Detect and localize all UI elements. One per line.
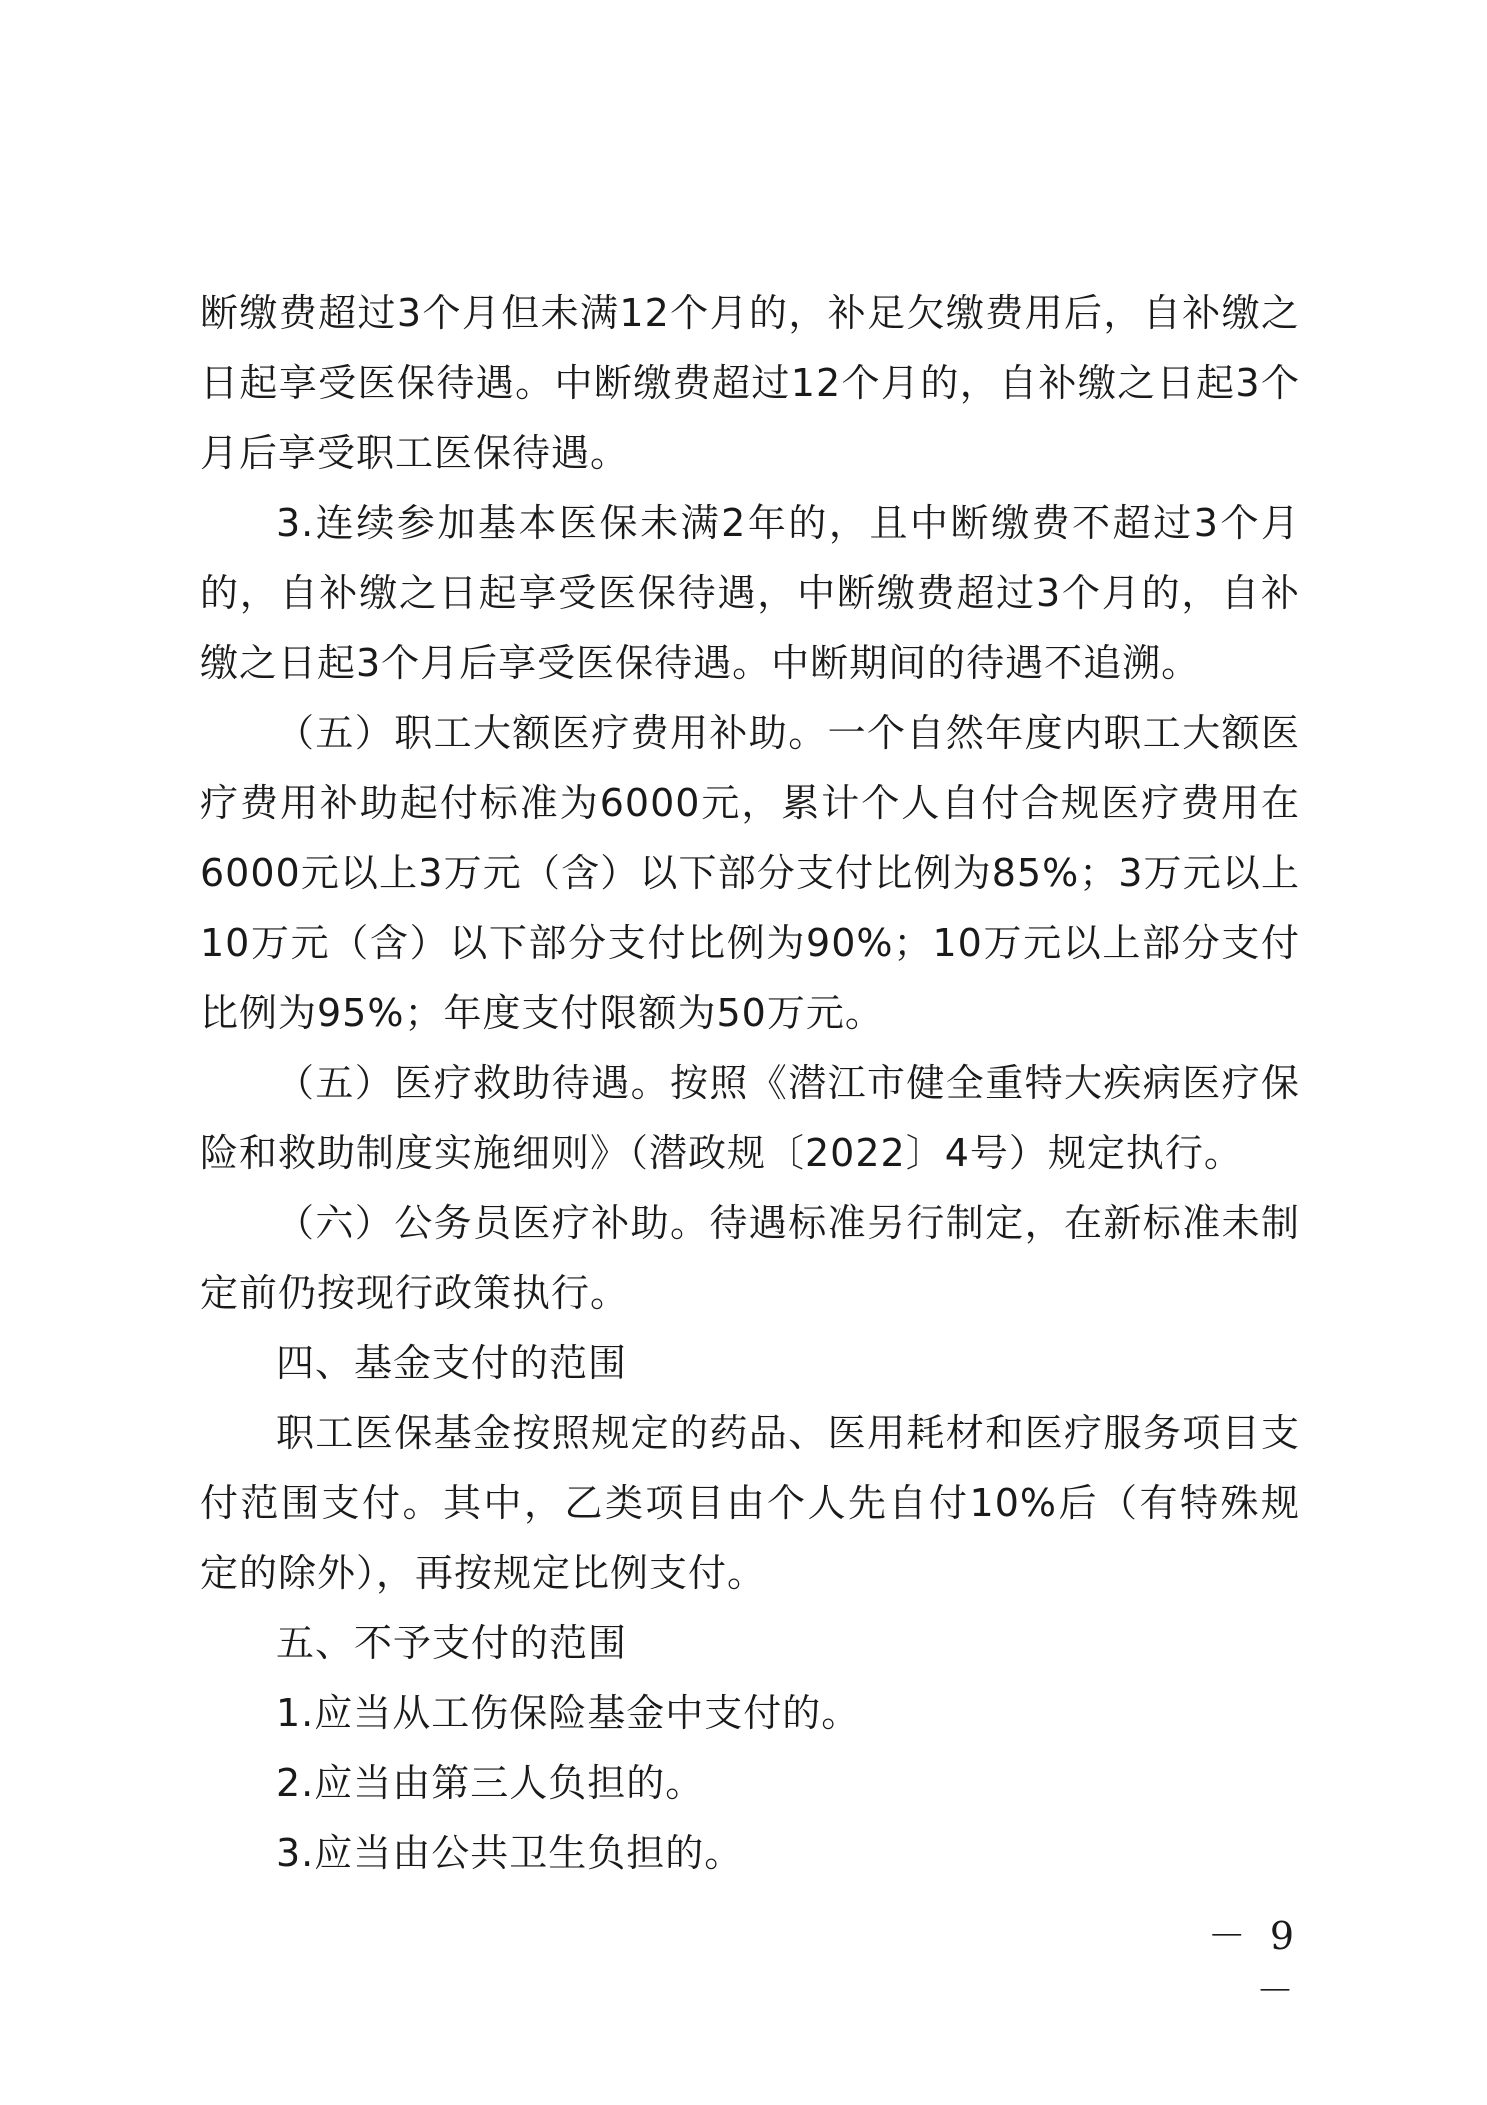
paragraph-item-3: 3.连续参加基本医保未满2年的，且中断缴费不超过3个月的，自补缴之日起享受医保待遇，中断缴费超过3个月的，自补缴之日起3个月后享受医保待遇。中断期间的待遇不追溯。 bbox=[200, 501, 1300, 685]
paragraph-fund-scope: 职工医保基金按照规定的药品、医用耗材和医疗服务项目支付范围支付。其中，乙类项目由个人先自付10%后（有特殊规定的除外），再按规定比例支付。 bbox=[200, 1411, 1300, 1595]
section-heading-fund-scope: 四、基金支付的范围 bbox=[276, 1341, 628, 1385]
exclusion-item-1: 1.应当从工伤保险基金中支付的。 bbox=[276, 1691, 861, 1735]
paragraph-civil-servant-subsidy: （六）公务员医疗补助。待遇标准另行制定，在新标准未制定前仍按现行政策执行。 bbox=[200, 1201, 1300, 1315]
section-heading-exclusions: 五、不予支付的范围 bbox=[276, 1621, 628, 1665]
page-number: － 9 － bbox=[1207, 1914, 1300, 2013]
body-text bbox=[200, 278, 1300, 1888]
exclusion-item-3: 3.应当由公共卫生负担的。 bbox=[276, 1831, 744, 1875]
paragraph-medical-assistance: （五）医疗救助待遇。按照《潜江市健全重特大疾病医疗保险和救助制度实施细则》（潜政规〔2022〕4号）规定执行。 bbox=[200, 1061, 1300, 1175]
paragraph-continuation: 断缴费超过3个月但未满12个月的，补足欠缴费用后，自补缴之日起享受医保待遇。中断缴费超过12个月的，自补缴之日起3个月后享受职工医保待遇。 bbox=[200, 291, 1300, 475]
paragraph-large-medical-subsidy: （五）职工大额医疗费用补助。一个自然年度内职工大额医疗费用补助起付标准为6000元，累计个人自付合规医疗费用在6000元以上3万元（含）以下部分支付比例为85%；3万元以上10万元（含）以下部分支付比例为90%；10万元以上部分支付比例为95%；年度支付限额为50万元。 bbox=[200, 711, 1300, 1035]
exclusion-item-2: 2.应当由第三人负担的。 bbox=[276, 1761, 705, 1805]
